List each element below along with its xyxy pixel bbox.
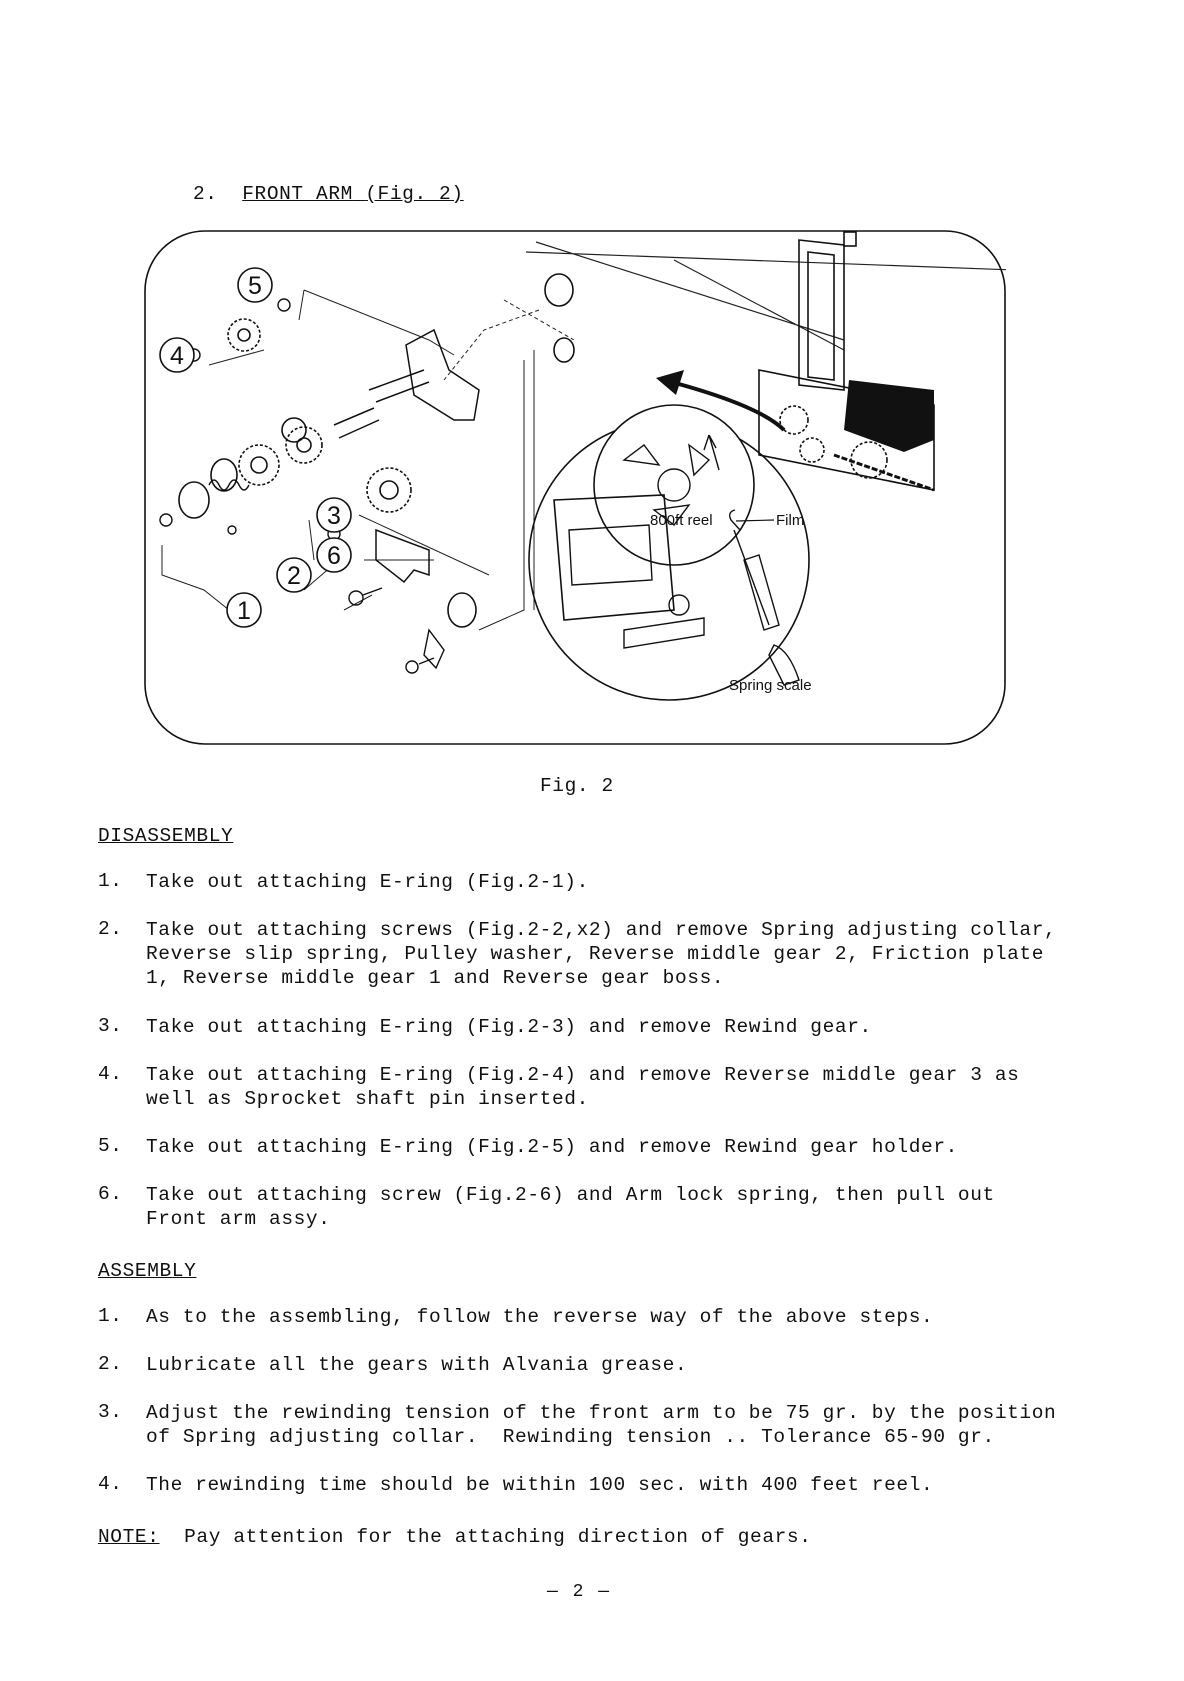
step-text: Take out attaching E-ring (Fig.2-1). [146,871,589,893]
step-number: 2. [98,918,123,940]
disassembly-title: DISASSEMBLY [98,825,234,847]
step-number: 4. [98,1063,123,1085]
step-number: 3. [98,1401,123,1423]
callout-4: 4 [170,342,184,370]
heading-ref: (Fig. 2) [365,183,464,205]
step-number: 6. [98,1183,123,1205]
figure-caption: Fig. 2 [540,775,614,797]
step-text: Lubricate all the gears with Alvania grease. [146,1354,688,1376]
label-spring-scale: Spring scale [729,677,812,694]
note-label: NOTE: [98,1526,160,1548]
step-text: Take out attaching E-ring (Fig.2-4) and remove Reverse middle gear 3 as well as Sprocket shaft pin inserted. [146,1064,1020,1110]
step-text: Adjust the rewinding tension of the front arm to be 75 gr. by the position of Spring adjusting collar. Rewinding tension .. Tolerance 65-90 gr. [146,1402,1057,1448]
heading-number: 2. [193,183,218,205]
step-number: 3. [98,1015,123,1037]
callout-5: 5 [248,272,262,300]
step-number: 1. [98,1305,123,1327]
callout-1: 1 [237,597,251,625]
label-film: Film [776,512,805,529]
note-text: Pay attention for the attaching direction of gears. [184,1526,812,1548]
heading-title: FRONT ARM [242,183,353,205]
page-number: — 2 — [547,1582,612,1602]
note [98,1526,812,1548]
step-number: 1. [98,870,123,892]
step-text: The rewinding time should be within 100 sec. with 400 feet reel. [146,1474,934,1496]
label-reel: 800ft reel [650,512,713,529]
front-arm-figure [144,230,1006,745]
callout-2: 2 [287,562,301,590]
step-text: Take out attaching screw (Fig.2-6) and Arm lock spring, then pull out Front arm assy. [146,1184,995,1230]
step-text: As to the assembling, follow the reverse way of the above steps. [146,1306,934,1328]
step-number: 2. [98,1353,123,1375]
callout-6: 6 [327,542,341,570]
callout-3: 3 [327,502,341,530]
step-text: Take out attaching screws (Fig.2-2,x2) and remove Spring adjusting collar, Reverse slip spring, Pulley washer, Reverse middle gear 2, Friction plate 1, Reverse middle gear 1 and Reverse gear boss. [146,919,1057,989]
assembly-title: ASSEMBLY [98,1260,197,1282]
step-text: Take out attaching E-ring (Fig.2-5) and remove Rewind gear holder. [146,1136,958,1158]
step-text: Take out attaching E-ring (Fig.2-3) and remove Rewind gear. [146,1016,872,1038]
step-number: 4. [98,1473,123,1495]
step-number: 5. [98,1135,123,1157]
section-heading [193,183,464,205]
